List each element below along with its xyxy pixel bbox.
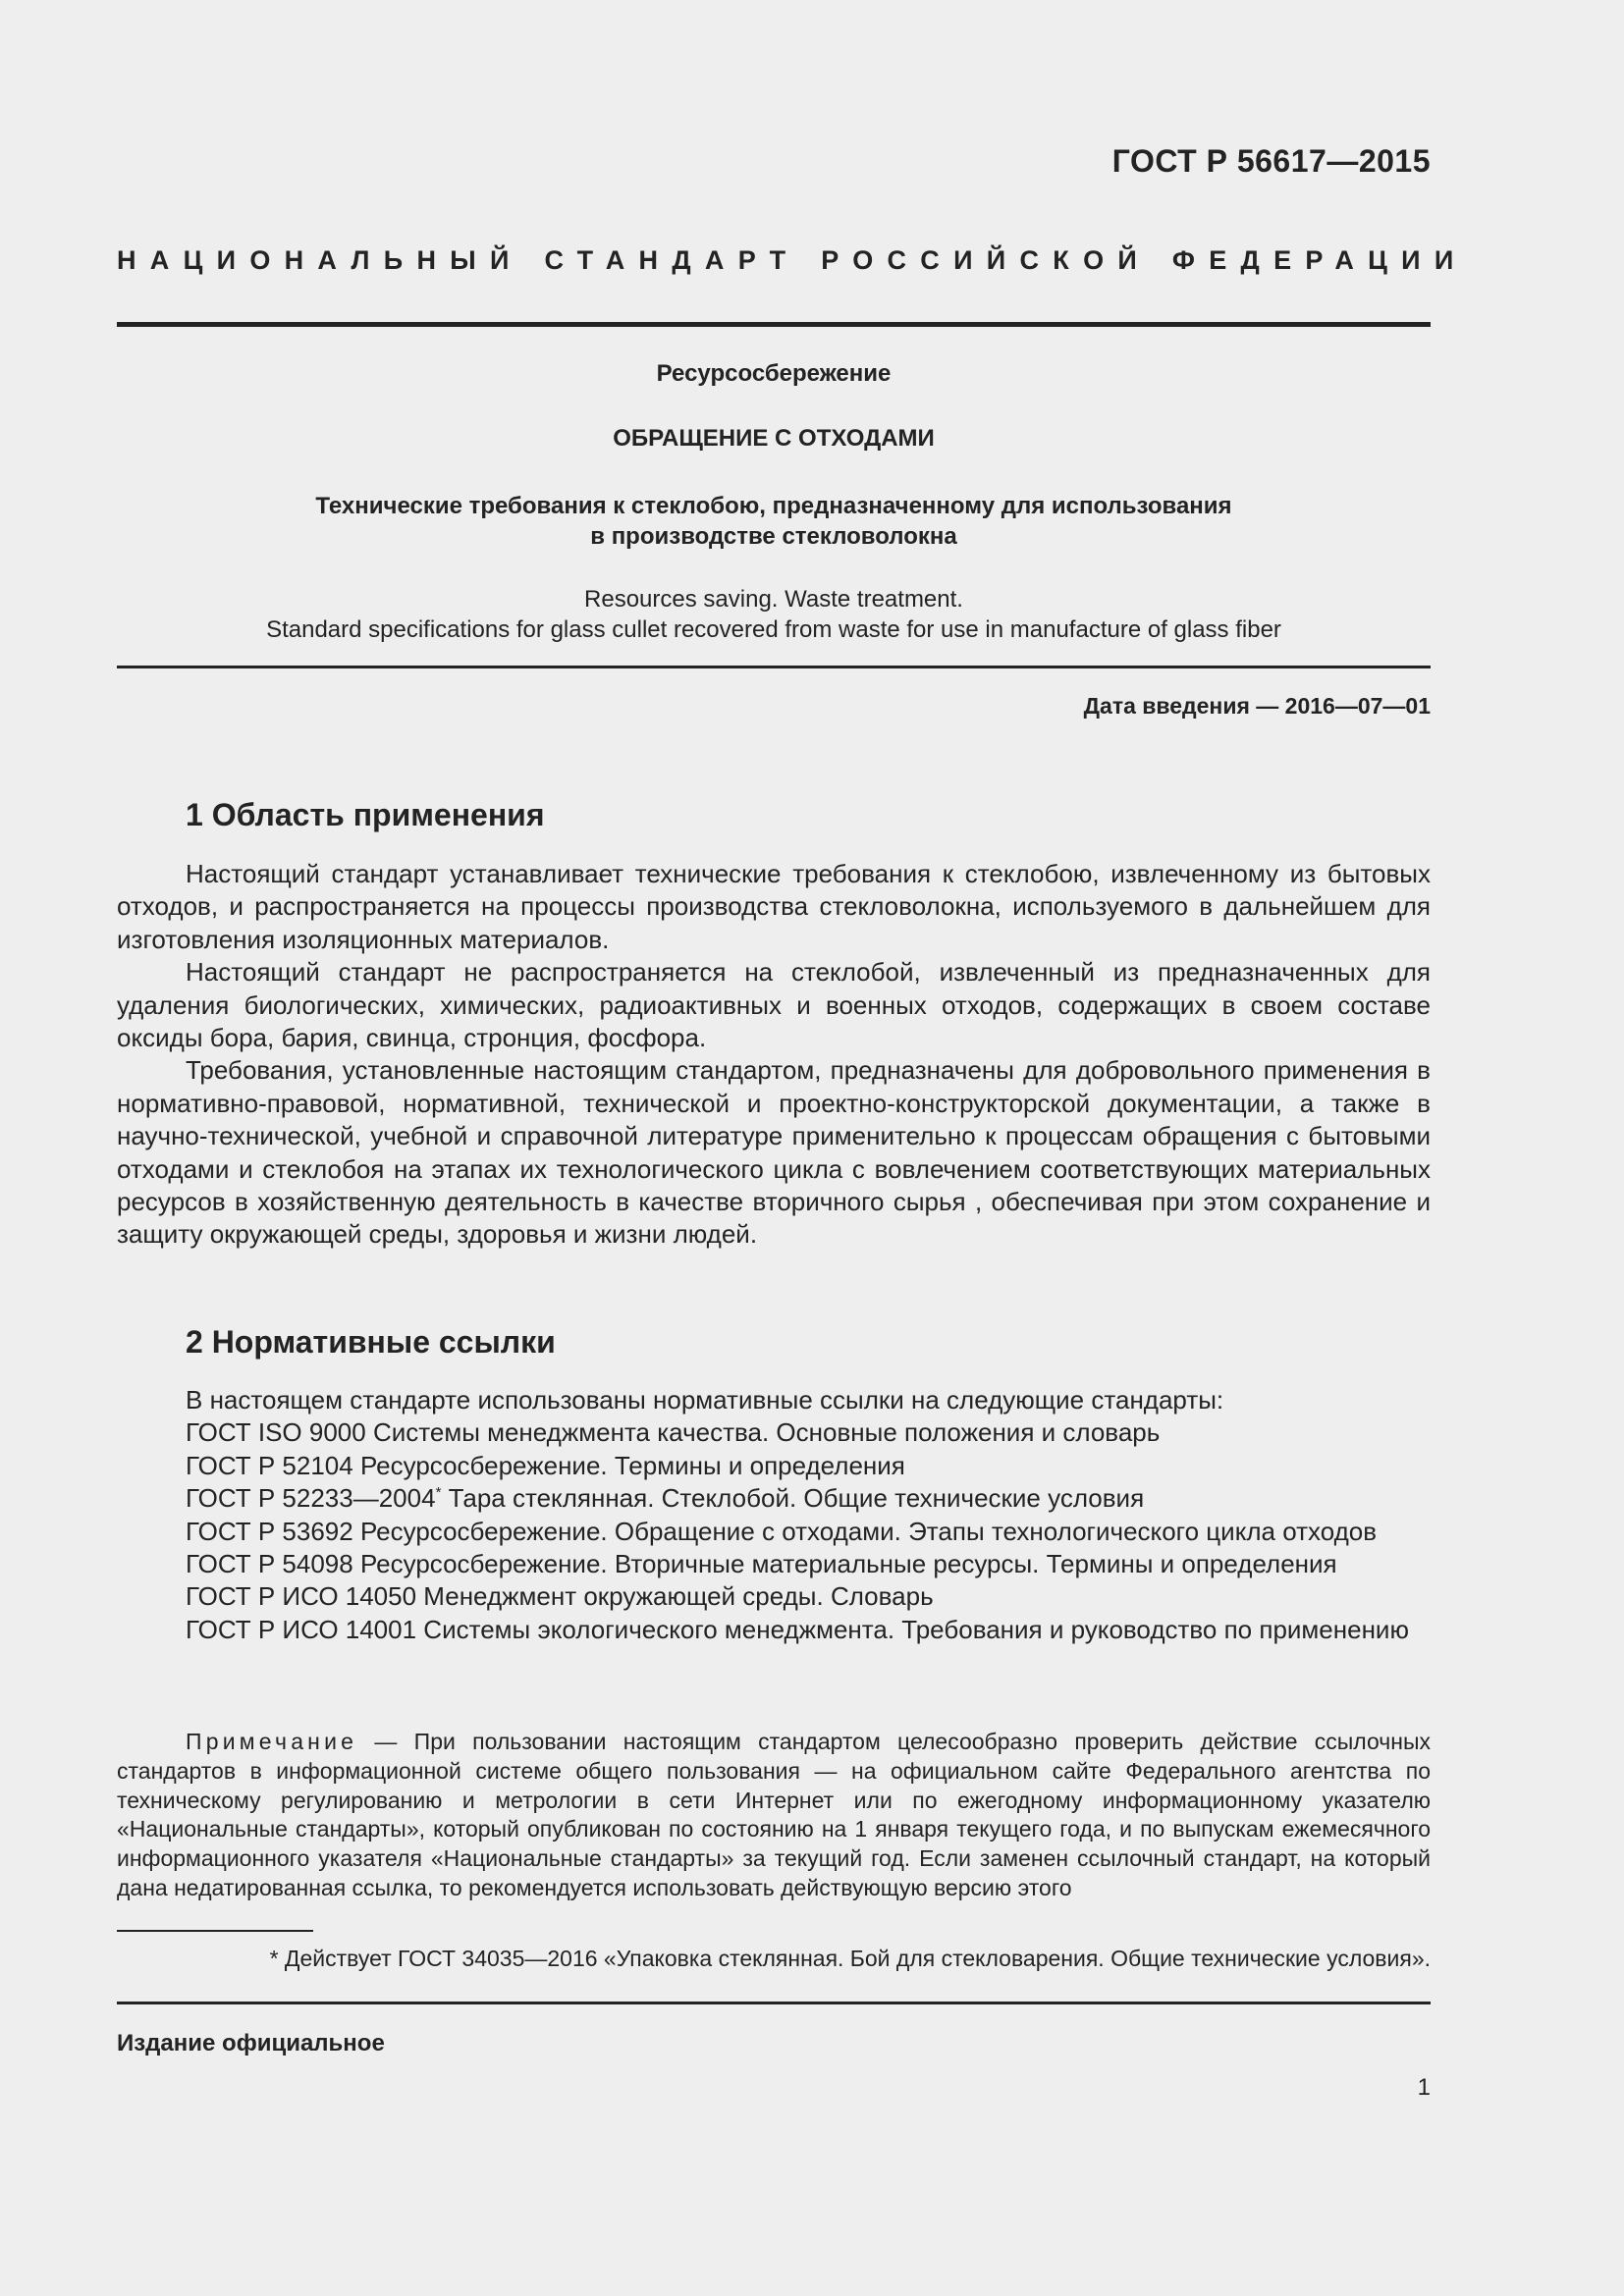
page-number: 1 <box>1417 2074 1431 2101</box>
introduction-date: Дата введения — 2016—07—01 <box>1083 693 1431 719</box>
section-1-body <box>117 858 1431 1252</box>
title-line-3a: Технические требования к стеклобою, предназначенному для использования <box>315 493 1232 519</box>
reference-item: ГОСТ Р ИСО 14001 Системы экологического менеджмента. Требования и руководство по применению <box>186 1614 1409 1644</box>
section-1-paragraph-1: Настоящий стандарт устанавливает технические требования к стеклобою, извлеченному из бытовых отходов, и распространяется на процессы производства стекловолокна, используемого в дальнейшем для изготовления изоляционных материалов. <box>117 859 1431 954</box>
title-line-2: ОБРАЩЕНИЕ С ОТХОДАМИ <box>613 425 935 452</box>
references-intro: В настоящем стандарте использованы нормативные ссылки на следующие стандарты: <box>186 1385 1224 1415</box>
reference-title: Тара стеклянная. Стеклобой. Общие технические условия <box>441 1483 1145 1514</box>
national-standard-banner: НАЦИОНАЛЬНЫЙ СТАНДАРТ РОССИЙСКОЙ ФЕДЕРАЦИИ <box>117 245 1468 275</box>
reference-item: ГОСТ Р ИСО 14050 Менеджмент окружающей среды. Словарь <box>186 1581 934 1612</box>
note-label: Примечание <box>186 1729 358 1754</box>
section-2-heading: 2 Нормативные ссылки <box>186 1324 556 1360</box>
section-1-paragraph-2: Настоящий стандарт не распространяется на стеклобой, извлеченный из предназначенных для удаления биологических, химических, радиоактивных и военных отходов, содержащих в своем составе оксиды бора, бария, свинца, стронция, фосфора. <box>117 957 1431 1053</box>
reference-item: ГОСТ Р 52104 Ресурсосбережение. Термины и определения <box>186 1450 905 1480</box>
title-rule <box>117 666 1431 668</box>
reference-item <box>117 1482 1431 1515</box>
note-paragraph <box>117 1728 1431 1903</box>
footnote: * Действует ГОСТ 34035—2016 «Упаковка стеклянная. Бой для стекловарения. Общие технические условия». <box>269 1946 1431 1971</box>
reference-code: ГОСТ Р 52233—2004 <box>186 1483 436 1514</box>
reference-item: ГОСТ ISO 9000 Системы менеджмента качества. Основные положения и словарь <box>186 1417 1161 1448</box>
title-line-3b: в производстве стекловолокна <box>590 523 957 550</box>
reference-item: ГОСТ Р 54098 Ресурсосбережение. Вторичные материальные ресурсы. Термины и определения <box>186 1549 1337 1579</box>
bottom-rule <box>117 2002 1431 2004</box>
footnote-rule <box>117 1930 313 1932</box>
section-1-heading: 1 Область применения <box>186 797 545 832</box>
note-text: — При пользовании настоящим стандартом целесообразно проверить действие ссылочных стандартов в информационной системе общего пользования — на официальном сайте Федерального агентства по техническому регулированию и метрологии в сети Интернет или по ежегодному информационному указателю «Национальные стандарты», который опубликован по состоянию на 1 января текущего года, и по выпускам ежемесячного информационного указателя «Национальные стандарты» за текущий год. Если заменен ссылочный стандарт, на который дана недатированная ссылка, то рекомендуется использовать действующую версию этого <box>117 1729 1431 1900</box>
official-edition-label: Издание официальное <box>117 2030 385 2056</box>
note-block <box>117 1728 1431 1903</box>
section-2-body <box>117 1384 1431 1646</box>
top-rule <box>117 322 1431 327</box>
section-1-paragraph-3: Требования, установленные настоящим стандартом, предназначены для добровольного применения в нормативно-правовой, нормативной, технической и проектно-конструкторской документации, а также в научно-технической, учебной и справочной литературе применительно к процессам обращения с бытовыми отходами и стеклобоя на этапах их технологического цикла с вовлечением соответствующих материальных ресурсов в хозяйственную деятельность в качестве вторичного сырья , обеспечивая при этом сохранение и защиту окружающей среды, здоровья и жизни людей. <box>117 1055 1431 1250</box>
title-en-2: Standard specifications for glass cullet recovered from waste for use in manufacture of glass fiber <box>266 616 1281 643</box>
reference-item: ГОСТ Р 53692 Ресурсосбережение. Обращение с отходами. Этапы технологического цикла отходов <box>186 1516 1378 1546</box>
title-line-1: Ресурсосбережение <box>656 360 892 387</box>
title-en-1: Resources saving. Waste treatment. <box>584 586 963 613</box>
footnote-marker[interactable]: * <box>435 1484 442 1502</box>
gost-number: ГОСТ Р 56617—2015 <box>1111 143 1431 179</box>
